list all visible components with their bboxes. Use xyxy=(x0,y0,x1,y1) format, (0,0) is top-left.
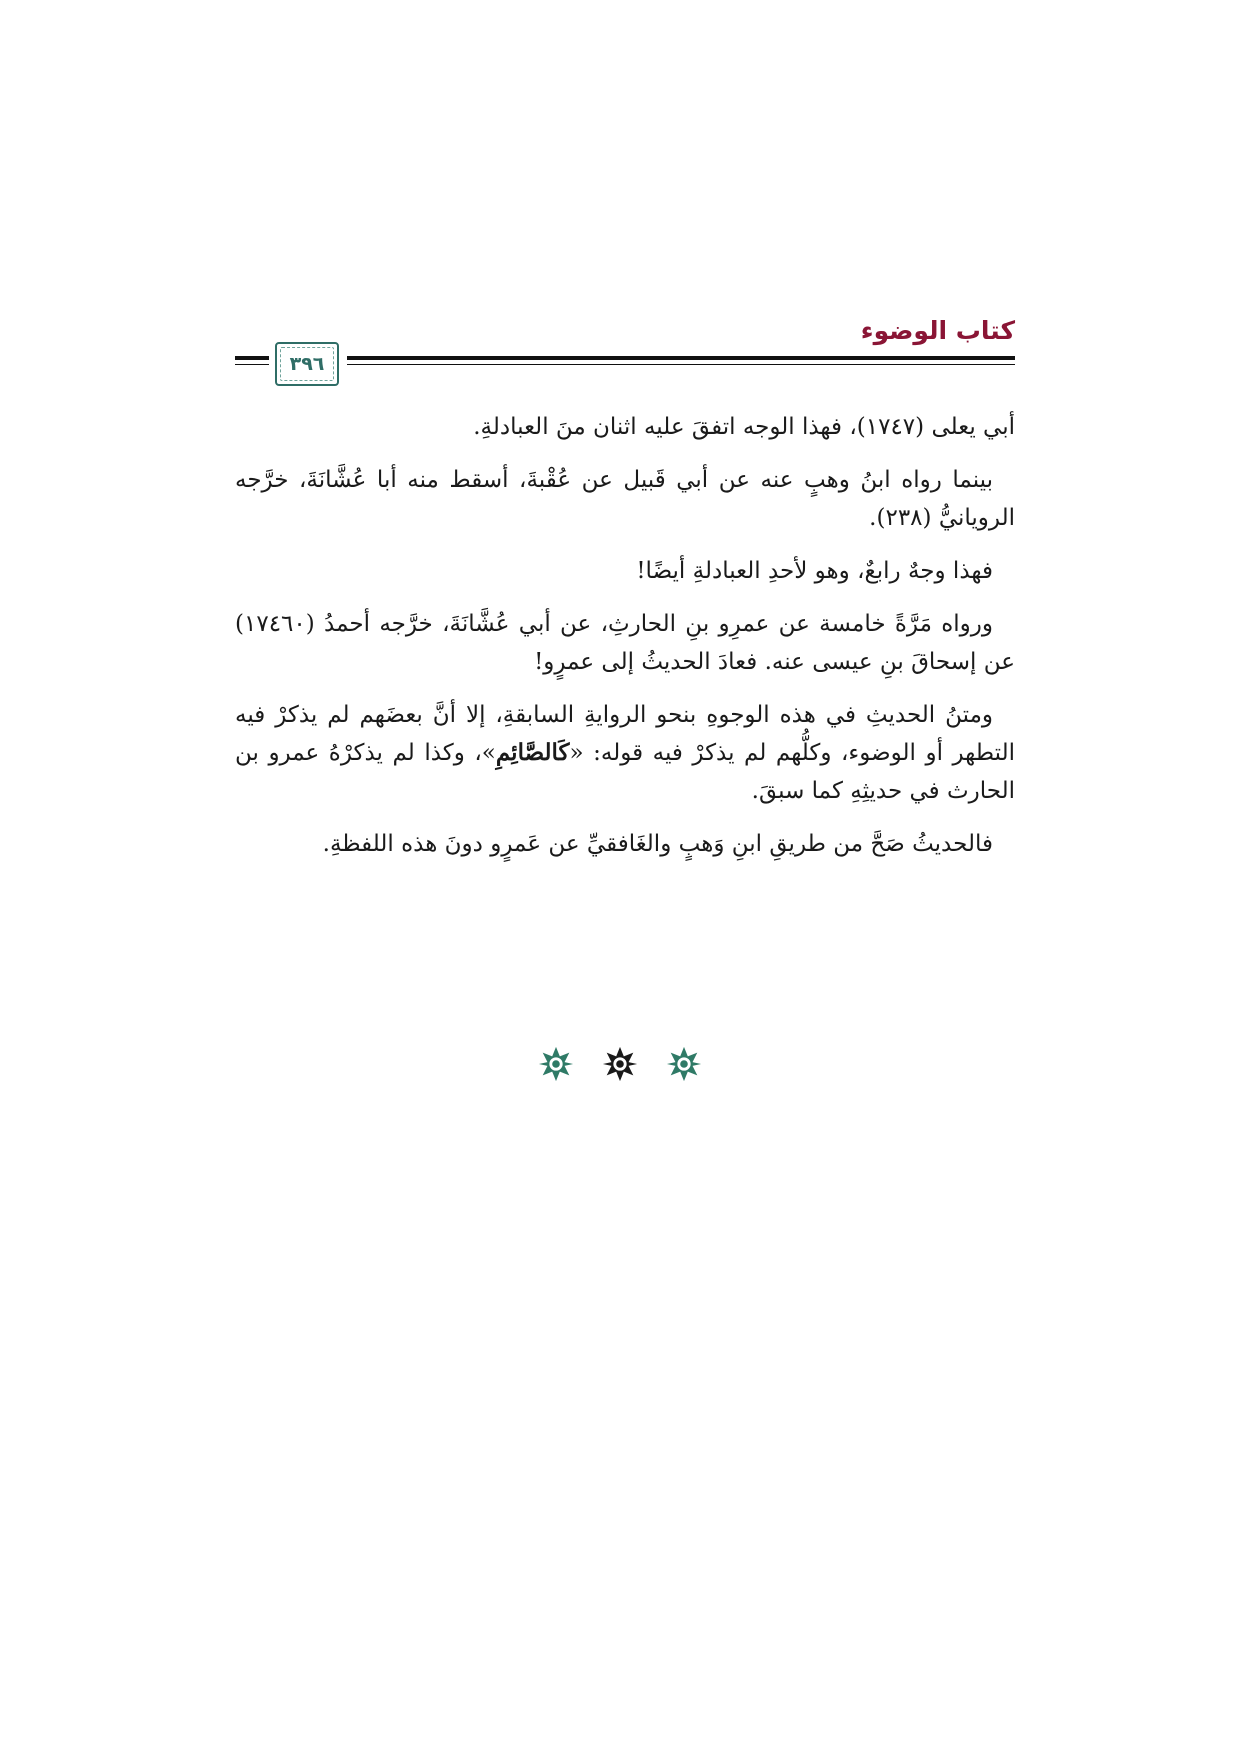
star-flower-icon xyxy=(665,1045,703,1083)
paragraph: فهذا وجهٌ رابعٌ، وهو لأحدِ العبادلةِ أيضًا! xyxy=(636,558,993,584)
book-title: كتاب الوضوء xyxy=(860,316,1015,345)
header-rule-thick xyxy=(235,356,1015,360)
header-rule-thin xyxy=(235,364,1015,365)
star-flower-icon xyxy=(537,1045,575,1083)
paragraph: فالحديثُ صَحَّ من طريقِ ابنِ وَهبٍ والغَافقيِّ عن عَمرٍو دونَ هذه اللفظةِ. xyxy=(322,831,993,857)
paragraph: بينما رواه ابنُ وهبٍ عنه عن أبي قَبيل عن عُقْبةَ، أسقط منه أبا عُشَّانَةَ، خرَّجه الرويانيُّ (٢٣٨). xyxy=(235,467,1015,531)
page-number-badge xyxy=(275,342,339,386)
paragraph: ورواه مَرَّةً خامسة عن عمرِو بنِ الحارثِ، عن أبي عُشَّانَةَ، خرَّجه أحمدُ (١٧٤٦٠) عن إسحاقَ بنِ عيسى عنه. فعادَ الحديثُ إلى عمرٍو! xyxy=(235,611,1015,675)
page-number: ٣٩٦ xyxy=(289,353,325,375)
paragraph-text: ومتنُ الحديثِ في هذه الوجوهِ بنحو الروايةِ السابقةِ، إلا أنَّ بعضَهم لم يذكرْ فيه التطهر أو الوضوء، وكلُّهم لم يذكرْ فيه قوله: « xyxy=(235,702,1015,766)
paragraph: أبي يعلى (١٧٤٧)، فهذا الوجه اتفقَ عليه اثنان منَ العبادلةِ. xyxy=(473,414,1015,440)
quoted-word: كَالصَّائِمِ xyxy=(495,739,570,766)
section-end-ornaments xyxy=(0,1045,1240,1095)
badge-gap xyxy=(339,348,347,370)
star-flower-icon xyxy=(601,1045,639,1083)
paragraph xyxy=(235,696,1015,810)
page-header xyxy=(235,308,1015,390)
paragraph-text: »، وكذا لم يذكرْهُ عمرو بن الحارث في حديثِهِ كما سبقَ. xyxy=(235,740,1015,804)
page-body xyxy=(235,408,1015,878)
